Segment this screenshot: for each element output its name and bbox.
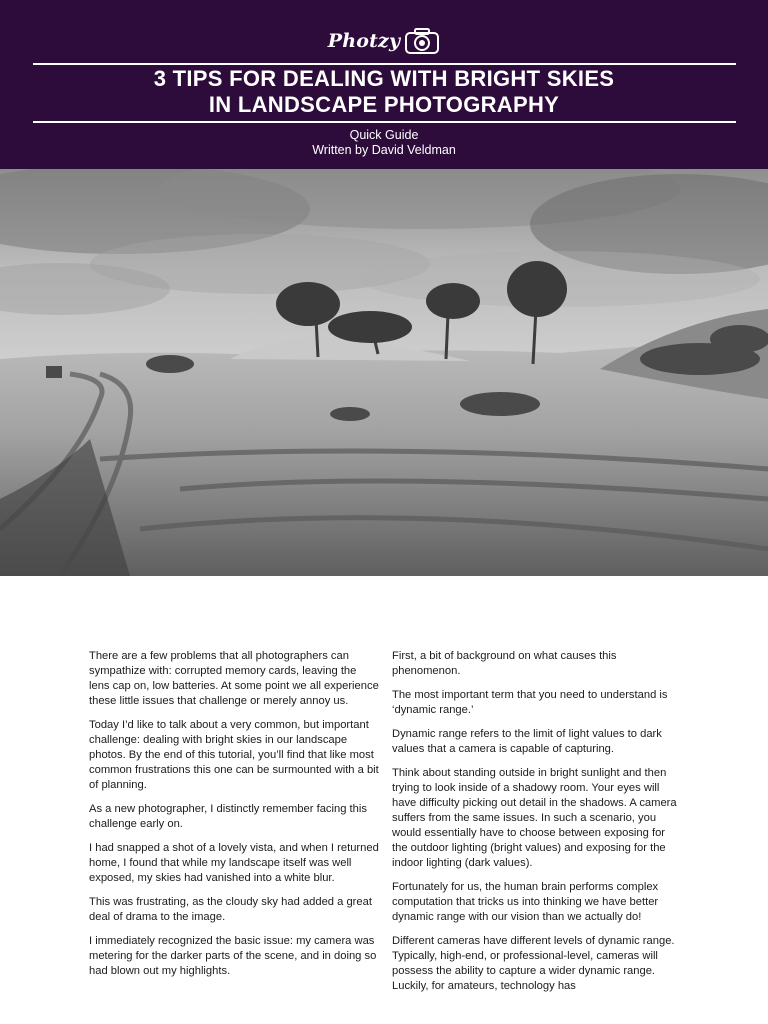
paragraph: Today I’d like to talk about a very common, but important challenge: dealing with bright skies in our landscape photos. By the end of this tutorial, you’ll find that like most common frustrations this one can be surmounted with a bit of planning. [89,719,379,791]
author-line: Written by David Veldman [312,143,456,157]
paragraph: Think about standing outside in bright sunlight and then trying to look inside of a shadowy room. Your eyes will have difficulty picking out detail in the shadows. A camera suffers from the same issues. In such a scenario, you would essentially have to choose between exposing for the outdoor lighting (bright values) and exposing for the indoor lighting (dark values). [392,767,677,869]
left-column [89,649,379,988]
brand-logo[interactable] [0,26,768,56]
paragraph: There are a few problems that all photographers can sympathize with: corrupted memory cards, leaving the lens cap on, low batteries. At some point we all experience these little issues that challenge or merely annoy us. [89,650,379,707]
page-title [0,66,768,118]
paragraph: Fortunately for us, the human brain performs complex computation that tricks us into thinking we have better dynamic range with our vision than we actually do! [392,881,659,923]
title-rule-bottom [33,121,736,123]
brand-name: Photzy [327,30,401,52]
paragraph: First, a bit of background on what causes this phenomenon. [392,650,617,677]
paragraph: I had snapped a shot of a lovely vista, and when I returned home, I found that while my landscape itself was well exposed, my skies had vanished into a white blur. [89,842,379,884]
title-line-1: 3 TIPS FOR DEALING WITH BRIGHT SKIES [153,66,615,91]
title-line-2: IN LANDSCAPE PHOTOGRAPHY [208,92,560,117]
paragraph: As a new photographer, I distinctly remember facing this challenge early on. [89,803,367,830]
paragraph: Dynamic range refers to the limit of light values to dark values that a camera is capable of capturing. [392,728,662,755]
right-column [392,649,677,1024]
paragraph: I immediately recognized the basic issue: my camera was metering for the darker parts of the scene, and in doing so had blown out my highlights. [89,935,377,977]
header-banner [0,0,768,169]
paragraph: This was frustrating, as the cloudy sky had added a great deal of drama to the image. [89,896,372,923]
title-rule-top [33,63,736,65]
paragraph: Different cameras have different levels of dynamic range. Typically, high-end, or professional-level, cameras will possess the ability to capture a wider dynamic range. Luckily, for amateurs, technology has [392,935,675,992]
hero-photo [0,169,768,576]
camera-icon [404,27,440,55]
subtitle [0,128,768,158]
guide-type: Quick Guide [349,128,419,142]
paragraph: The most important term that you need to understand is ‘dynamic range.’ [392,689,668,716]
